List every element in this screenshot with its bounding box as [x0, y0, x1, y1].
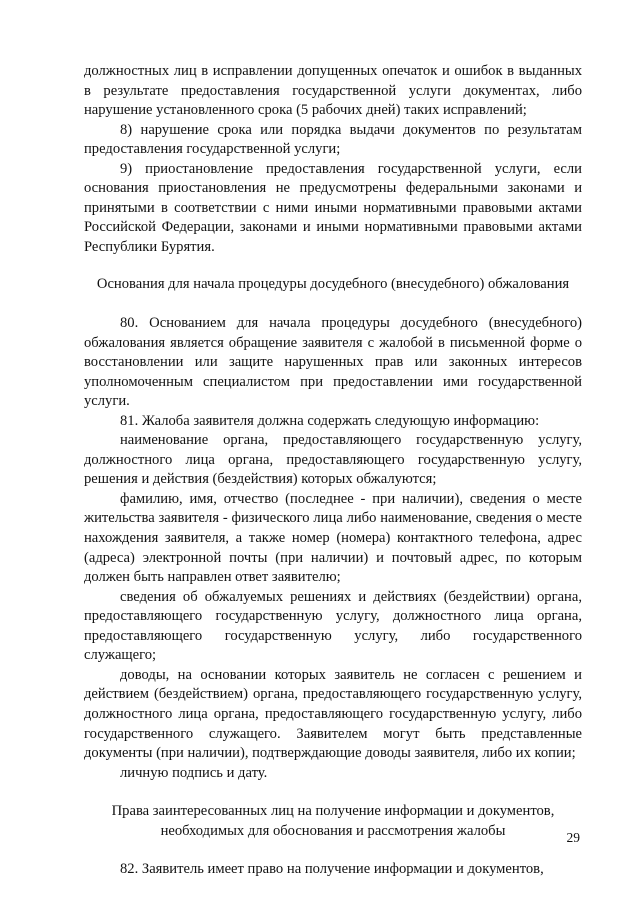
document-body: [84, 62, 582, 880]
paragraph: сведения об обжалуемых решениях и действиях (бездействии) органа, предоставляющего государственную услугу, должностного лица органа, предоставляющего государственную услугу, либо государственного служащего;: [84, 588, 582, 664]
section-heading-line: необходимых для обоснования и рассмотрения жалобы: [160, 822, 506, 839]
paragraph: 80. Основанием для начала процедуры досудебного (внесудебного) обжалования является обращение заявителя с жалобой в письменной форме о восстановлении или защите нарушенных прав или законных интересов уполномоченным специалистом при предоставлении ими государственной услуги.: [84, 315, 582, 410]
paragraph: должностных лиц в исправлении допущенных опечаток и ошибок в выданных в результате предоставления государственной услуги документах, либо нарушение установленного срока (5 рабочих дней) таких исправлений;: [84, 63, 582, 119]
section-heading: Основания для начала процедуры досудебного (внесудебного) обжалования: [96, 276, 570, 293]
paragraph: личную подпись и дату.: [120, 764, 268, 781]
paragraph: 82. Заявитель имеет право на получение информации и документов,: [120, 861, 544, 878]
paragraph: фамилию, имя, отчество (последнее - при наличии), сведения о месте жительства заявителя - физического лица либо наименование, сведения о месте нахождения заявителя, а также номер (номера) контактного телефона, адрес (адреса) электронной почты (при наличии) и почтовый адрес, по которым должен быть направлен ответ заявителю;: [84, 490, 582, 586]
paragraph: 8) нарушение срока или порядка выдачи документов по результатам предоставления государственной услуги;: [84, 121, 582, 158]
paragraph: 9) приостановление предоставления государственной услуги, если основания приостановления не предусмотрены федеральными законами и принятыми в соответствии с ними иными нормативными правовыми актами Российской Федерации, законами и иными нормативными правовыми актами Республики Бурятия.: [84, 160, 582, 255]
paragraph: доводы, на основании которых заявитель не согласен с решением и действием (бездействием) органа, предоставляющего государственную услугу, должностного лица органа, предоставляющего государственную услугу, либо государственного служащего. Заявителем могут быть представленные документы (при наличии), подтверждающие доводы заявителя, либо их копии;: [84, 666, 582, 762]
section-heading: [84, 802, 582, 841]
page-number: 29: [566, 830, 580, 845]
paragraph: наименование органа, предоставляющего государственную услугу, должностного лица органа, предоставляющего государственную услугу, решения и действия (бездействия) которых обжалуются;: [84, 432, 582, 488]
section-heading-line: Права заинтересованных лиц на получение информации и документов,: [111, 803, 555, 820]
paragraph: 81. Жалоба заявителя должна содержать следующую информацию:: [120, 412, 540, 429]
